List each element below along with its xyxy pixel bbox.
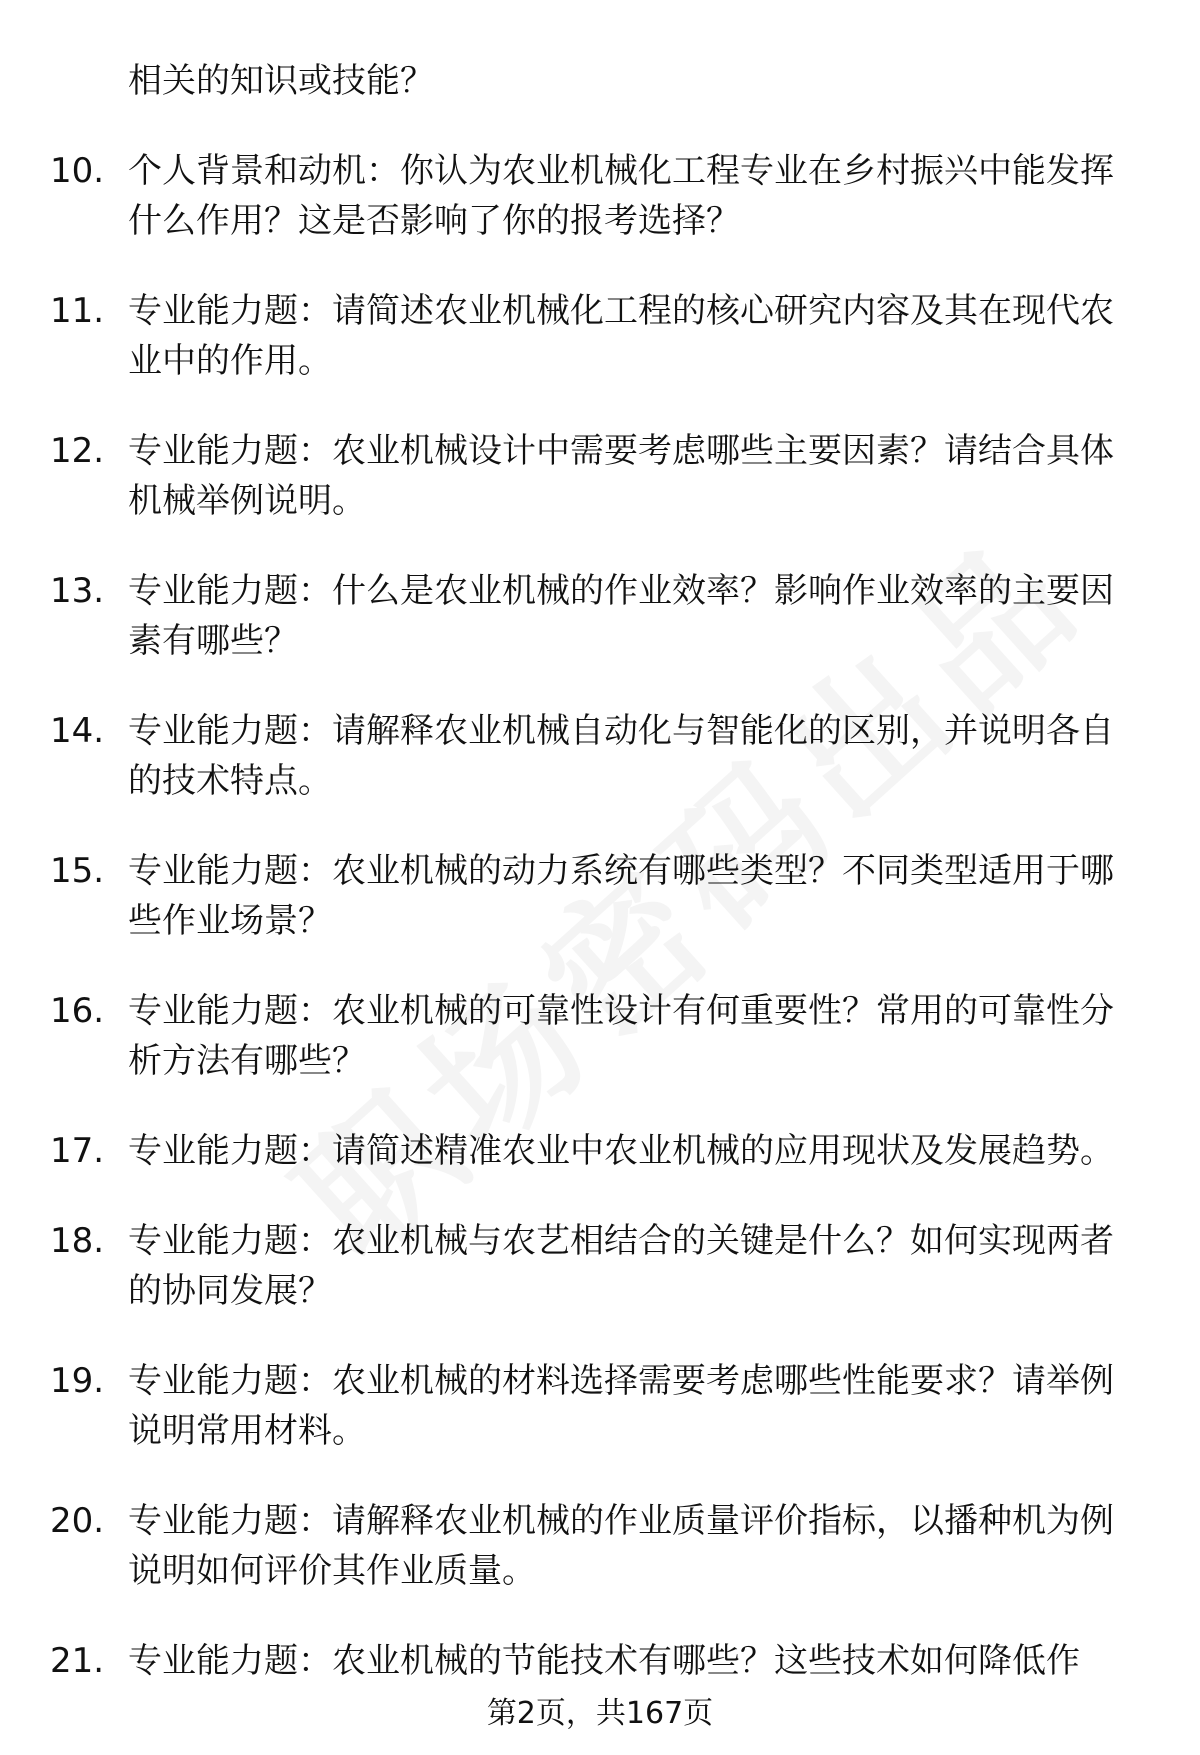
item-text: 专业能力题：请解释农业机械的作业质量评价指标，以播种机为例说明如何评价其作业质量。 [128,1501,1114,1591]
list-item [0,426,1200,526]
item-text: 专业能力题：农业机械的材料选择需要考虑哪些性能要求？请举例说明常用材料。 [128,1361,1114,1451]
item-text: 个人背景和动机：你认为农业机械化工程专业在乡村振兴中能发挥什么作用？这是否影响了你的报考选择？ [128,151,1114,241]
item-text: 专业能力题：农业机械设计中需要考虑哪些主要因素？请结合具体机械举例说明。 [128,431,1114,521]
item-number: 18. [50,1221,105,1261]
list-item [0,566,1200,666]
list-item [0,1496,1200,1596]
item-number: 15. [50,851,105,891]
item-number: 14. [50,711,105,751]
item-text: 专业能力题：农业机械的可靠性设计有何重要性？常用的可靠性分析方法有哪些？ [128,991,1114,1081]
list-item [0,1356,1200,1456]
item-number: 11. [50,291,105,331]
item-text: 专业能力题：农业机械与农艺相结合的关键是什么？如何实现两者的协同发展？ [128,1221,1114,1311]
item-number: 19. [50,1361,105,1401]
list-item [0,1636,1200,1686]
list-item [0,846,1200,946]
item-number: 10. [50,151,105,191]
list-item [0,286,1200,386]
item-number: 13. [50,571,105,611]
item-number: 20. [50,1501,105,1541]
item-text: 专业能力题：请简述农业机械化工程的核心研究内容及其在现代农业中的作用。 [128,291,1114,381]
list-item [0,986,1200,1086]
question-list [0,56,1200,1726]
item-number: 17. [50,1131,105,1171]
item-text: 相关的知识或技能？ [128,61,434,101]
list-item [0,146,1200,246]
list-item-continuation [0,56,1200,106]
item-text: 专业能力题：农业机械的动力系统有哪些类型？不同类型适用于哪些作业场景？ [128,851,1114,941]
page-footer: 第2页，共167页 [486,1696,714,1731]
item-text: 专业能力题：请简述精准农业中农业机械的应用现状及发展趋势。 [128,1131,1114,1171]
list-item [0,1216,1200,1316]
item-text: 专业能力题：农业机械的节能技术有哪些？这些技术如何降低作 [128,1641,1080,1681]
item-number: 21. [50,1641,105,1681]
item-text: 专业能力题：什么是农业机械的作业效率？影响作业效率的主要因素有哪些？ [128,571,1114,661]
item-number: 12. [50,431,105,471]
list-item [0,706,1200,806]
item-number: 16. [50,991,105,1031]
list-item [0,1126,1200,1176]
item-text: 专业能力题：请解释农业机械自动化与智能化的区别，并说明各自的技术特点。 [128,711,1114,801]
